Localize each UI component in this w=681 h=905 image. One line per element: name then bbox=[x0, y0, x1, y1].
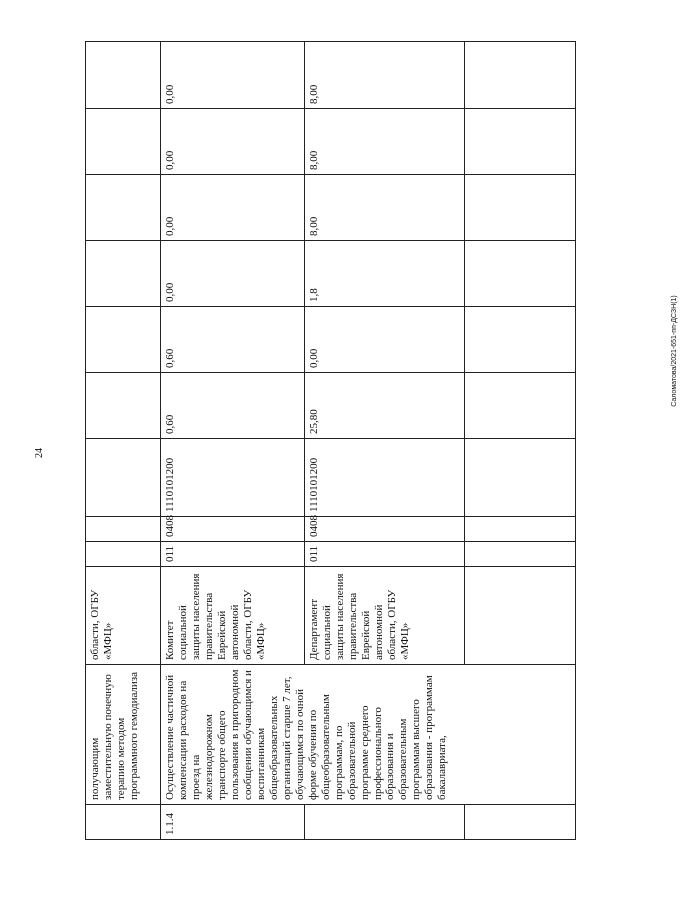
cell-value-4: 8,00 bbox=[305, 175, 465, 241]
document-reference-note: Саломатова/2021-651-пп-ДСЗН(1) bbox=[671, 295, 678, 407]
cell-rzpr bbox=[465, 517, 576, 542]
cell-value-5: 0,00 bbox=[161, 109, 305, 175]
cell-executor bbox=[465, 567, 576, 665]
cell-value-4 bbox=[86, 175, 161, 241]
cell-value-4 bbox=[465, 175, 576, 241]
cell-csr: 1110101200 bbox=[161, 439, 305, 517]
cell-value-6: 0,00 bbox=[161, 42, 305, 109]
rotated-table-content bbox=[85, 42, 575, 840]
cell-value-6: 8,00 bbox=[305, 42, 465, 109]
cell-value-1 bbox=[86, 373, 161, 439]
cell-rzpr: 0408 bbox=[305, 517, 465, 542]
cell-value-5 bbox=[86, 109, 161, 175]
cell-csr bbox=[465, 439, 576, 517]
cell-value-5 bbox=[465, 109, 576, 175]
cell-executor: Комитет социальной защиты населения правительства Еврейской автономной области, ОГБУ «МФЦ» bbox=[161, 567, 305, 665]
rotated-table-area bbox=[85, 42, 575, 840]
cell-value-2: 0,60 bbox=[161, 307, 305, 373]
table-row bbox=[86, 42, 161, 840]
cell-value-2 bbox=[86, 307, 161, 373]
cell-csr: 1110101200 bbox=[305, 439, 465, 517]
cell-number bbox=[86, 805, 161, 840]
cell-value-2 bbox=[465, 307, 576, 373]
cell-executor: области, ОГБУ «МФЦ» bbox=[86, 567, 161, 665]
cell-number: 1.1.4 bbox=[161, 805, 305, 840]
cell-value-3: 0,00 bbox=[161, 241, 305, 307]
cell-csr bbox=[86, 439, 161, 517]
cell-value-4: 0,00 bbox=[161, 175, 305, 241]
cell-value-6 bbox=[465, 42, 576, 109]
page-number: 24 bbox=[34, 448, 45, 458]
cell-value-1: 25,80 bbox=[305, 373, 465, 439]
cell-value-5: 8,00 bbox=[305, 109, 465, 175]
cell-value-3 bbox=[465, 241, 576, 307]
cell-value-3 bbox=[86, 241, 161, 307]
cell-rzpr bbox=[86, 517, 161, 542]
cell-grbs bbox=[465, 542, 576, 567]
table-row bbox=[161, 42, 305, 840]
cell-rzpr: 0408 bbox=[161, 517, 305, 542]
cell-value-1: 0,60 bbox=[161, 373, 305, 439]
cell-value-1 bbox=[465, 373, 576, 439]
budget-table bbox=[85, 41, 576, 840]
cell-number bbox=[305, 805, 465, 840]
cell-measure-name: получающим заместительную почечную терапию методом программного гемодиализа bbox=[86, 665, 161, 805]
cell-measure-name: Осуществление частичной компенсации расходов на проезд на железнодорожном транспорте общего пользования в пригородном сообщении обучающимся и воспитанникам общеобразовательных организаций старше 7 лет, обучающимся по очной форме обучения по общеобразовательным программам, по образовательной программе среднего профессионального образования и образовательным программам высшего образования - программам бакалавриата, bbox=[161, 665, 576, 805]
cell-executor: Департамент социальной защиты населения правительства Еврейской автономной области, ОГБУ «МФЦ» bbox=[305, 567, 465, 665]
cell-value-3: 1,8 bbox=[305, 241, 465, 307]
cell-grbs bbox=[86, 542, 161, 567]
cell-value-2: 0,00 bbox=[305, 307, 465, 373]
cell-grbs: 011 bbox=[305, 542, 465, 567]
cell-number bbox=[465, 805, 576, 840]
cell-value-6 bbox=[86, 42, 161, 109]
cell-grbs: 011 bbox=[161, 542, 305, 567]
